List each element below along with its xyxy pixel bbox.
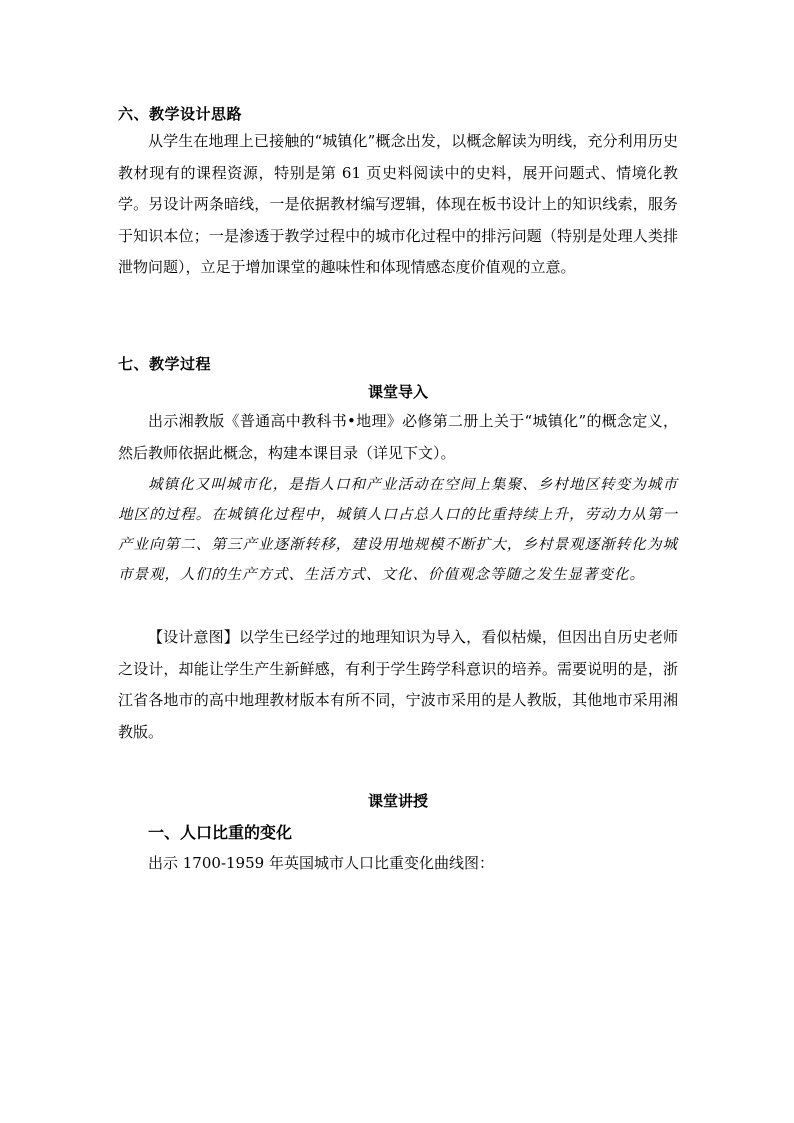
part-1-heading: 一、人口比重的变化	[148, 823, 293, 842]
intro-title: 课堂导入	[367, 383, 428, 401]
intro-body: 出示湘教版《普通高中教科书•地理》必修第二册上关于“城镇化”的概念定义，然后教师依据此概念，构建本课目录（详见下文）。	[118, 412, 678, 462]
section-6-heading: 六、教学设计思路	[118, 105, 243, 123]
lecture-title: 课堂讲授	[367, 792, 428, 810]
part-1-body: 出示 1700-1959 年英国城市人口比重变化曲线图：	[148, 854, 494, 872]
urbanization-definition: 城镇化又叫城市化，是指人口和产业活动在空间上集聚、乡村地区转变为城市地区的过程。在城镇化过程中，城镇人口占总人口的比重持续上升，劳动力从第一产业向第二、第三产业逐渐转移，建设用地规模不断扩大，乡村景观逐渐转化为城市景观，人们的生产方式、生活方式、文化、价值观念等随之发生显著变化。	[118, 477, 678, 583]
design-intent: 【设计意图】以学生已经学过的地理知识为导入，看似枯燥，但因出自历史老师之设计，却能让学生产生新鲜感，有利于学生跨学科意识的培养。需要说明的是，浙江省各地市的高中地理教材版本有所不同，宁波市采用的是人教版，其他地市采用湘教版。	[118, 628, 678, 741]
section-6-body: 从学生在地理上已接触的“城镇化”概念出发，以概念解读为明线，充分利用历史教材现有的课程资源，特别是第 61 页史料阅读中的史料，展开问题式、情境化教学。另设计两条暗线，一是依据教材编写逻辑，体现在板书设计上的知识线索，服务于知识本位；一是渗透于教学过程中的城市化过程中的排污问题（特别是处理人类排泄物问题），立足于增加课堂的趣味性和体现情感态度价值观的立意。	[118, 132, 678, 276]
section-7-heading: 七、教学过程	[118, 355, 212, 373]
